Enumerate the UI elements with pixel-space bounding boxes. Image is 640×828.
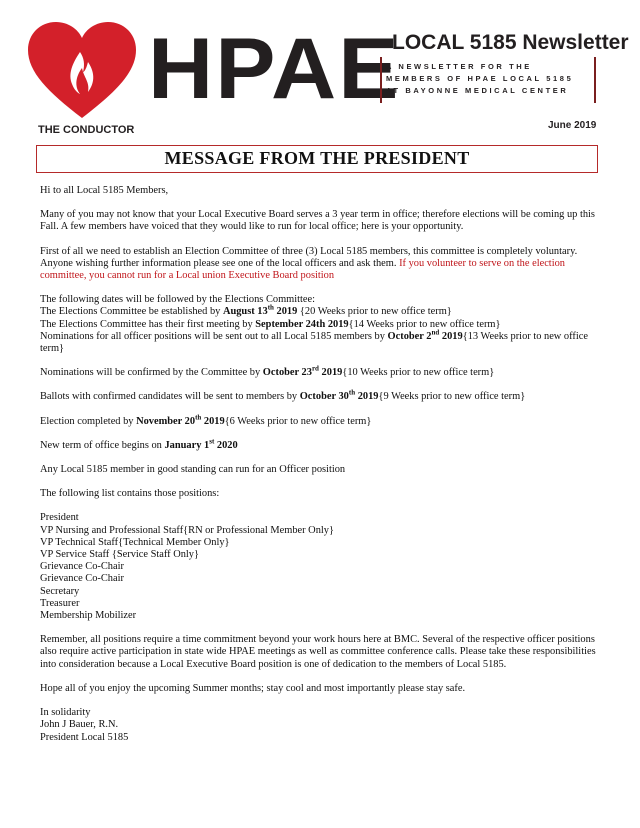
tagline-line: A NEWSLETTER FOR THE [386, 62, 532, 71]
positions-list [40, 512, 602, 622]
paragraph [40, 246, 602, 283]
position-item: Treasurer [40, 597, 80, 609]
signer-title: President Local 5185 [40, 731, 129, 743]
date-suffix: th [195, 413, 202, 422]
tagline-line: AT BAYONNE MEDICAL CENTER [386, 86, 569, 95]
position-item: VP Service Staff {Service Staff Only} [40, 549, 199, 561]
tagline-line: MEMBERS OF HPAE LOCAL 5185 [386, 74, 574, 83]
date-note: {20 Weeks prior to new office term} [297, 306, 452, 318]
date-suffix: nd [431, 328, 440, 337]
date-paragraph [40, 388, 602, 403]
date-line: The Elections Committee be established by [40, 306, 223, 318]
date-year: 2019 [273, 306, 298, 318]
hpae-heart-logo [28, 22, 136, 120]
date-value: November 20 [136, 415, 196, 427]
page-title: MESSAGE FROM THE PRESIDENT [164, 148, 470, 168]
date-value: October 30 [299, 391, 349, 403]
date-year: 2019 [201, 415, 225, 427]
date-suffix: rd [311, 364, 319, 373]
date-note: {6 Weeks prior to new office term} [224, 415, 372, 427]
date-line: Nominations will be confirmed by the Committee by [40, 367, 263, 379]
publication-name: THE CONDUCTOR [38, 124, 135, 136]
date-year: 2019 [355, 391, 379, 403]
paragraph: Hope all of you enjoy the upcoming Summer months; stay cool and most importantly please stay safe. [40, 682, 466, 694]
date-year: 2020 [214, 439, 238, 451]
date-line: The Elections Committee has their first meeting by [40, 318, 256, 330]
date-line: Ballots with confirmed candidates will be sent to members by [40, 391, 300, 403]
issue-date: June 2019 [548, 120, 597, 131]
warning-text: If you volunteer to serve on the election committee, you cannot run for a Local union Executive Board position [40, 257, 565, 282]
newsletter-title: LOCAL 5185 Newsletter [392, 31, 629, 54]
date-note: {9 Weeks prior to new office term} [378, 391, 526, 403]
date-value: October 23 [262, 367, 312, 379]
position-item: VP Technical Staff{Technical Member Only} [40, 536, 230, 548]
date-value: August 13 [222, 306, 268, 318]
date-suffix: th [267, 303, 274, 312]
date-year: 2019 [318, 367, 343, 379]
paragraph: Remember, all positions require a time commitment beyond your work hours here at BMC. Several of the respective officer positions also require active participation in state wide HPAE meetings as well as committee conference calls. Please take these responsibilities into consideration because a Local Executive Board position is one of dedication to the members of Local 5185. [40, 634, 596, 670]
position-item: VP Nursing and Professional Staff{RN or Professional Member Only} [40, 524, 334, 536]
date-suffix: th [348, 388, 356, 397]
paragraph-text: First of all we need to establish an Election Committee of three (3) Local 5185 members, this committee is completely voluntary. Anyone wishing further information please see one of the local officers and ask them. [40, 245, 578, 269]
page-title-box [36, 145, 598, 173]
date-suffix: st [209, 437, 215, 446]
signature-block [40, 707, 602, 744]
tagline-box [380, 57, 596, 103]
date-line: Election completed by [40, 415, 137, 427]
date-paragraph [40, 364, 602, 379]
date-value: October 2 [387, 330, 432, 342]
position-item: Membership Mobilizer [40, 610, 137, 622]
date-paragraph [40, 413, 602, 428]
date-paragraph [40, 437, 602, 452]
brand-wordmark: HPAE [148, 21, 401, 117]
dates-intro: The following dates will be followed by the Elections Committee: [40, 294, 316, 306]
letter-body [40, 185, 602, 744]
dates-block [40, 294, 602, 355]
date-value: September 24th 2019 [255, 318, 349, 330]
date-line: Nominations for all officer positions will be sent out to all Local 5185 members by [40, 330, 388, 342]
date-year: 2019 [439, 330, 463, 342]
paragraph: Any Local 5185 member in good standing can run for an Officer position [40, 464, 346, 476]
position-item: Secretary [40, 585, 80, 597]
signer-name: John J Bauer, R.N. [40, 719, 119, 731]
closing: In solidarity [40, 707, 91, 719]
date-value: January 1 [164, 439, 210, 451]
position-item: President [40, 512, 79, 524]
date-note: {14 Weeks prior to new office term} [348, 318, 501, 330]
paragraph: The following list contains those positions: [40, 488, 220, 500]
date-note: {13 Weeks prior to new office term} [40, 330, 588, 355]
date-line: New term of office begins on [40, 439, 165, 451]
position-item: Grievance Co-Chair [40, 561, 124, 573]
date-note: {10 Weeks prior to new office term} [342, 367, 495, 379]
position-item: Grievance Co-Chair [40, 573, 124, 585]
greeting: Hi to all Local 5185 Members, [40, 185, 169, 196]
paragraph: Many of you may not know that your Local Executive Board serves a 3 year term in office; therefore elections will be coming up this Fall. A few members have voiced that they would like to run for local office; here is your opportunity. [40, 209, 595, 233]
